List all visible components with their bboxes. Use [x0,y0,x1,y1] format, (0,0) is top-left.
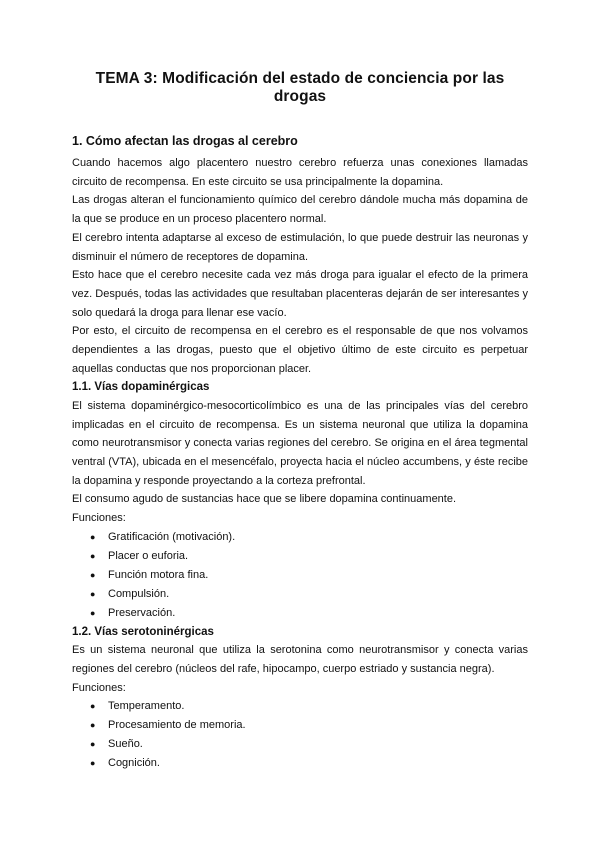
paragraph: Esto hace que el cerebro necesite cada vez más droga para igualar el efecto de la primera vez. Después, todas las actividades que resultaban placenteras dejarán de ser interesantes y solo quedará la droga para llenar ese vacío. [72,269,528,319]
list-item: ● Gratificación (motivación). [108,528,528,547]
list-item: ● Placer o euforia. [108,547,528,566]
bullet-icon: ● [90,569,96,580]
list-item: ● Sueño. [108,735,528,754]
list-item: ● Procesamiento de memoria. [108,716,528,735]
section-heading-1-1: 1.1. Vías dopaminérgicas [72,381,210,394]
functions-list-serotonin [72,697,528,773]
bullet-icon: ● [90,588,96,599]
bullet-icon: ● [90,739,96,750]
bullet-icon: ● [90,701,96,712]
list-item: ● Temperamento. [108,697,528,716]
functions-label: Funciones: [72,681,126,694]
list-item: ● Preservación. [108,604,528,623]
bullet-icon: ● [90,720,96,731]
functions-label: Funciones: [72,512,126,525]
paragraph: El cerebro intenta adaptarse al exceso de estimulación, lo que puede destruir las neuronas y disminuir el número de receptores de dopamina. [72,231,528,263]
bullet-icon: ● [90,550,96,561]
bullet-icon: ● [90,607,96,618]
section-heading-1: 1. Cómo afectan las drogas al cerebro [72,134,298,148]
paragraph: Cuando hacemos algo placentero nuestro cerebro refuerza unas conexiones llamadas circuito de recompensa. En este circuito se usa principalmente la dopamina. [72,157,528,188]
page-title: TEMA 3: Modificación del estado de conciencia por las drogas [95,70,505,105]
paragraph: Es un sistema neuronal que utiliza la serotonina como neurotransmisor y conecta varias regiones del cerebro (núcleos del rafe, hipocampo, cuerpo estriado y sustancia negra). [72,644,528,676]
bullet-icon: ● [90,531,96,542]
paragraph: Por esto, el circuito de recompensa en el cerebro es el responsable de que nos volvamos dependientes a las drogas, puesto que el objetivo último de este circuito es perpetuar aquellas conductas que nos proporcionan placer. [72,325,528,375]
paragraph: El consumo agudo de sustancias hace que se libere dopamina continuamente. [72,493,457,506]
list-item: ● Compulsión. [108,585,528,604]
list-item: ● Función motora fina. [108,566,528,585]
functions-list-dopamine [72,528,528,623]
paragraph: El sistema dopaminérgico-mesocorticolímbico es una de las principales vías del cerebro implicadas en el circuito de recompensa. Es un sistema neuronal que utiliza la dopamina como neurotransmisor y conecta varias regiones del cerebro. Se origina en el área tegmental ventral (VTA), ubicada en el mesencéfalo, proyecta hacia el núcleo accumbens, y éste recibe la dopamina y responde proyectando a la corteza prefrontal. [72,399,528,487]
paragraph: Las drogas alteran el funcionamiento químico del cerebro dándole mucha más dopamina de la que se produce en un proceso placentero normal. [72,194,528,226]
list-item: ● Cognición. [108,754,528,773]
bullet-icon: ● [90,758,96,769]
section-heading-1-2: 1.2. Vías serotoninérgicas [72,625,214,638]
